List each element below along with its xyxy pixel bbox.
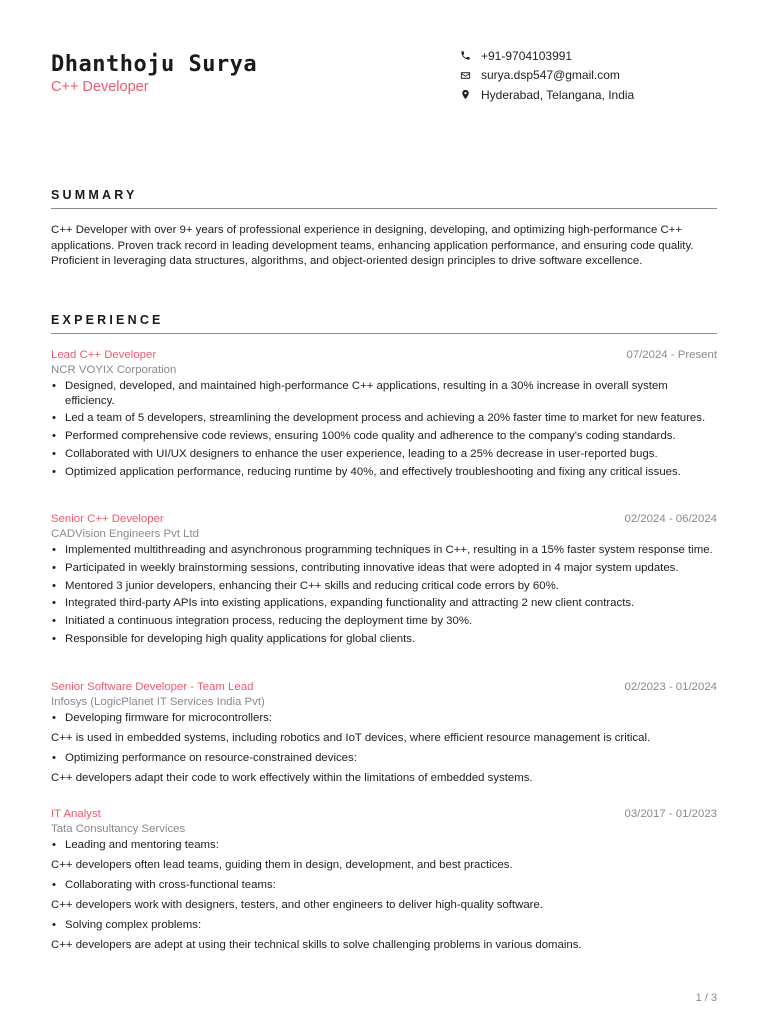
job-detail-text: C++ developers are adept at using their technical skills to solve challenging problems in various domains. — [51, 938, 582, 951]
bullet-item: • Collaborated with UI/UX designers to enhance the user experience, leading to a 25% decrease in user-reported bugs. — [51, 447, 717, 462]
bullet-item: • Integrated third-party APIs into existing applications, expanding functionality and attracting 2 new client contracts. — [51, 596, 717, 611]
job-detail-text: C++ developers often lead teams, guiding them in design, development, and best practices. — [51, 858, 513, 871]
job-entry — [51, 513, 717, 650]
job-detail-text: C++ developers adapt their code to work effectively within the limitations of embedded systems. — [51, 771, 533, 784]
job-title: IT Analyst — [51, 808, 101, 820]
summary-divider — [51, 208, 717, 209]
location-text: Hyderabad, Telangana, India — [481, 87, 635, 102]
job-header — [51, 808, 717, 822]
job-bullets — [51, 711, 717, 726]
job-dates: 02/2023 - 01/2024 — [624, 681, 717, 693]
job-bullets — [51, 751, 717, 766]
bullet-item: • Performed comprehensive code reviews, ensuring 100% code quality and adherence to the company's coding standards. — [51, 429, 717, 444]
job-detail-text: C++ is used in embedded systems, including robotics and IoT devices, where efficient resource management is critical. — [51, 731, 651, 744]
job-title: Senior C++ Developer — [51, 513, 164, 525]
contact-location — [459, 85, 634, 105]
bullet-item: • Leading and mentoring teams: — [51, 838, 717, 853]
experience-heading: EXPERIENCE — [51, 313, 164, 327]
bullet-item: • Developing firmware for microcontrollers: — [51, 711, 717, 726]
job-dates: 03/2017 - 01/2023 — [624, 808, 717, 820]
summary-heading: SUMMARY — [51, 188, 138, 202]
bullet-item: • Solving complex problems: — [51, 918, 717, 933]
candidate-role: C++ Developer — [51, 79, 149, 95]
job-bullets — [51, 543, 717, 647]
mail-icon — [459, 69, 471, 81]
job-detail-text: C++ developers work with designers, testers, and other engineers to deliver high-quality software. — [51, 898, 543, 911]
job-company: Infosys (LogicPlanet IT Services India Pvt) — [51, 696, 265, 708]
header — [51, 52, 257, 95]
email-text[interactable]: surya.dsp547@gmail.com — [481, 68, 620, 83]
bullet-item: • Implemented multithreading and asynchronous programming techniques in C++, resulting in a 15% faster system response time. — [51, 543, 717, 558]
job-title: Lead C++ Developer — [51, 349, 157, 361]
contact-phone — [459, 46, 634, 66]
bullet-item: • Collaborating with cross-functional teams: — [51, 878, 717, 893]
job-bullets — [51, 918, 717, 933]
bullet-item: • Responsible for developing high quality applications for global clients. — [51, 632, 717, 647]
contact-email — [459, 66, 634, 86]
job-header — [51, 513, 717, 527]
bullet-item: • Optimized application performance, reducing runtime by 40%, and effectively troubleshooting and fixing any critical issues. — [51, 465, 717, 480]
job-bullets — [51, 838, 717, 853]
job-company: NCR VOYIX Corporation — [51, 364, 177, 376]
phone-icon — [459, 50, 471, 62]
job-title: Senior Software Developer - Team Lead — [51, 681, 254, 693]
bullet-item: • Mentored 3 junior developers, enhancing their C++ skills and reducing critical code errors by 60%. — [51, 579, 717, 594]
job-bullets — [51, 878, 717, 893]
job-entry — [51, 808, 717, 959]
bullet-item: • Led a team of 5 developers, streamlining the development process and achieving a 20% faster time to market for new features. — [51, 411, 717, 426]
bullet-item: • Participated in weekly brainstorming sessions, contributing innovative ideas that were adopted in 4 major system updates. — [51, 561, 717, 576]
experience-divider — [51, 333, 717, 334]
job-dates: 07/2024 - Present — [626, 349, 717, 361]
candidate-name: Dhanthoju Surya — [51, 52, 258, 77]
bullet-item: • Initiated a continuous integration process, reducing the deployment time by 30%. — [51, 614, 717, 629]
job-company: Tata Consultancy Services — [51, 823, 186, 835]
page-number: 1 / 3 — [695, 992, 717, 1004]
job-company: CADVision Engineers Pvt Ltd — [51, 528, 199, 540]
location-pin-icon — [459, 89, 471, 101]
job-header — [51, 349, 717, 363]
job-entry — [51, 681, 717, 791]
job-dates: 02/2024 - 06/2024 — [624, 513, 717, 525]
bullet-item: • Designed, developed, and maintained high-performance C++ applications, resulting in a 30% increase in overall system efficiency. — [51, 379, 717, 408]
phone-text[interactable]: +91-9704103991 — [481, 48, 573, 63]
bullet-item: • Optimizing performance on resource-constrained devices: — [51, 751, 717, 766]
job-bullets — [51, 379, 717, 479]
contact-block — [459, 46, 634, 105]
job-entry — [51, 349, 717, 483]
job-header — [51, 681, 717, 695]
summary-text: C++ Developer with over 9+ years of professional experience in designing, developing, and optimizing high-performance C++ applications. Proven track record in leading development teams, enhancing application performance, and ensuring code quality. Proficient in leveraging data structures, algorithms, and object-oriented design principles to drive software excellence. — [51, 224, 694, 267]
